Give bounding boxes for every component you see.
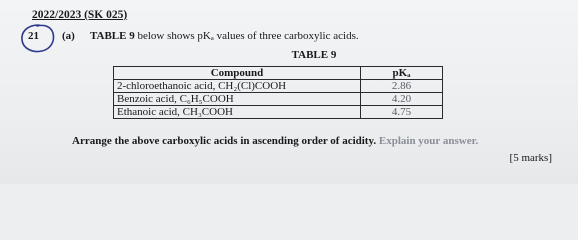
compound-cell: Ethanoic acid, CH₃COOH <box>114 106 361 119</box>
paper-header: 2022/2023 (SK 025) <box>32 9 128 21</box>
table-caption: TABLE 9 <box>291 49 337 61</box>
table-row <box>114 106 443 119</box>
instruction-main: Arrange the above carboxylic acids in ascending order of acidity. <box>72 135 379 147</box>
question-text <box>90 30 359 42</box>
pka-cell: 4.75 <box>361 106 443 119</box>
question-text-rest: below shows pKₐ values of three carboxylic acids. <box>134 30 359 42</box>
table-row <box>114 80 443 93</box>
compound-cell: Benzoic acid, C₆H₅COOH <box>114 93 361 106</box>
column-header-pka: pKₐ <box>361 67 443 80</box>
table-header-row <box>114 67 443 80</box>
pka-cell: 4.20 <box>361 93 443 106</box>
pka-table <box>113 66 443 119</box>
compound-cell: 2-chloroethanoic acid, CH₂(Cl)COOH <box>114 80 361 93</box>
marks-allocation: [5 marks] <box>509 152 552 164</box>
column-header-compound: Compound <box>114 67 361 80</box>
instruction-text <box>72 135 478 147</box>
table-reference: TABLE 9 <box>90 30 135 42</box>
question-part: (a) <box>62 30 75 42</box>
question-number: 21 <box>28 30 39 42</box>
instruction-faded: Explain your answer. <box>378 135 479 147</box>
table-row <box>114 93 443 106</box>
pka-cell: 2.86 <box>361 80 443 93</box>
